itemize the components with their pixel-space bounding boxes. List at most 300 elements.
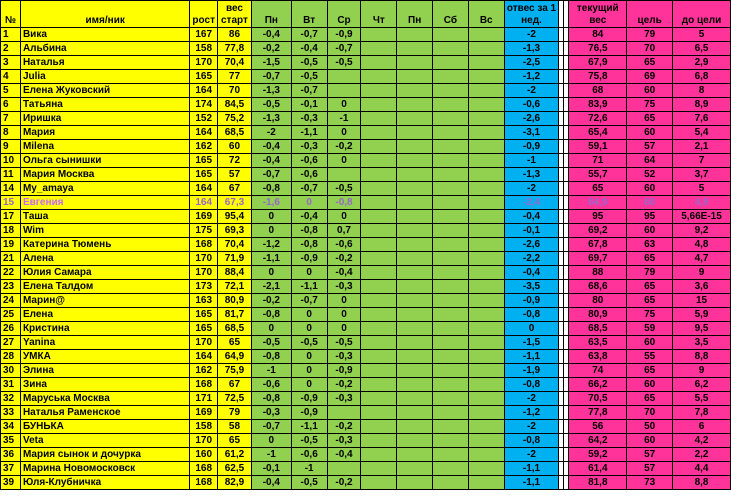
row-wed[interactable]: -0,5 <box>327 182 361 196</box>
row-fri[interactable] <box>397 434 433 448</box>
row-to-goal[interactable]: 7,6 <box>673 112 731 126</box>
row-name[interactable]: Марина Новомосковск <box>20 462 189 476</box>
row-start-weight[interactable]: 64,9 <box>217 350 251 364</box>
row-goal[interactable]: 79 <box>627 266 673 280</box>
row-name[interactable]: Наталья Раменское <box>20 406 189 420</box>
header-thu[interactable]: Чт <box>361 1 397 28</box>
row-sun[interactable] <box>468 322 504 336</box>
row-mon[interactable]: -1 <box>251 364 291 378</box>
row-name[interactable]: УМКА <box>20 350 189 364</box>
row-height[interactable]: 164 <box>190 126 218 140</box>
row-thu[interactable] <box>361 364 397 378</box>
row-mon[interactable]: -0,2 <box>251 294 291 308</box>
row-sat[interactable] <box>433 70 469 84</box>
row-goal[interactable]: 70 <box>627 42 673 56</box>
row-tue[interactable]: -0,9 <box>291 406 327 420</box>
row-tue[interactable]: -0,9 <box>291 252 327 266</box>
row-wed[interactable]: -0,3 <box>327 434 361 448</box>
row-mon[interactable]: -0,4 <box>251 154 291 168</box>
row-mon[interactable]: 0 <box>251 266 291 280</box>
row-thu[interactable] <box>361 210 397 224</box>
row-tue[interactable]: -1,1 <box>291 280 327 294</box>
row-sat[interactable] <box>433 224 469 238</box>
row-current-weight[interactable]: 68,5 <box>569 322 627 336</box>
row-current-weight[interactable]: 64,9 <box>569 196 627 210</box>
row-fri[interactable] <box>397 336 433 350</box>
row-weekly-loss[interactable]: -1,1 <box>504 350 559 364</box>
row-name[interactable]: Julia <box>20 70 189 84</box>
row-fri[interactable] <box>397 182 433 196</box>
row-thu[interactable] <box>361 378 397 392</box>
row-wed[interactable]: -0,4 <box>327 448 361 462</box>
row-current-weight[interactable]: 76,5 <box>569 42 627 56</box>
row-weekly-loss[interactable]: -0,9 <box>504 294 559 308</box>
row-wed[interactable]: -1 <box>327 112 361 126</box>
row-wed[interactable]: 0 <box>327 98 361 112</box>
header-wed[interactable]: Ср <box>327 1 361 28</box>
row-current-weight[interactable]: 66,2 <box>569 378 627 392</box>
row-sat[interactable] <box>433 196 469 210</box>
row-mon[interactable]: -2 <box>251 126 291 140</box>
row-fri[interactable] <box>397 112 433 126</box>
row-thu[interactable] <box>361 154 397 168</box>
row-start-weight[interactable]: 82,9 <box>217 476 251 490</box>
row-sun[interactable] <box>468 238 504 252</box>
row-weekly-loss[interactable]: -0,1 <box>504 224 559 238</box>
row-current-weight[interactable]: 88 <box>569 266 627 280</box>
row-start-weight[interactable]: 68,5 <box>217 322 251 336</box>
row-thu[interactable] <box>361 84 397 98</box>
row-weekly-loss[interactable]: -2 <box>504 28 559 42</box>
row-sun[interactable] <box>468 42 504 56</box>
row-goal[interactable]: 95 <box>627 210 673 224</box>
row-sat[interactable] <box>433 378 469 392</box>
row-weekly-loss[interactable]: -2 <box>504 448 559 462</box>
row-weekly-loss[interactable]: -1,3 <box>504 168 559 182</box>
row-height[interactable]: 170 <box>190 252 218 266</box>
row-start-weight[interactable]: 67,3 <box>217 196 251 210</box>
row-fri[interactable] <box>397 98 433 112</box>
row-sat[interactable] <box>433 462 469 476</box>
row-name[interactable]: Альбина <box>20 42 189 56</box>
row-to-goal[interactable]: 8,8 <box>673 350 731 364</box>
row-wed[interactable]: -0,5 <box>327 56 361 70</box>
row-start-weight[interactable]: 69,3 <box>217 224 251 238</box>
row-name[interactable]: Кристина <box>20 322 189 336</box>
row-sun[interactable] <box>468 210 504 224</box>
row-to-goal[interactable]: 4,4 <box>673 462 731 476</box>
row-sun[interactable] <box>468 112 504 126</box>
row-sun[interactable] <box>468 224 504 238</box>
row-wed[interactable] <box>327 84 361 98</box>
row-fri[interactable] <box>397 154 433 168</box>
row-goal[interactable]: 65 <box>627 392 673 406</box>
row-thu[interactable] <box>361 462 397 476</box>
row-to-goal[interactable]: 15 <box>673 294 731 308</box>
row-height[interactable]: 162 <box>190 364 218 378</box>
row-tue[interactable]: 0 <box>291 378 327 392</box>
row-number[interactable]: 6 <box>1 98 21 112</box>
row-sat[interactable] <box>433 238 469 252</box>
row-current-weight[interactable]: 77,8 <box>569 406 627 420</box>
header-sat[interactable]: Сб <box>433 1 469 28</box>
row-start-weight[interactable]: 70,4 <box>217 56 251 70</box>
row-start-weight[interactable]: 58 <box>217 420 251 434</box>
row-current-weight[interactable]: 95 <box>569 210 627 224</box>
row-name[interactable]: Елена <box>20 308 189 322</box>
row-to-goal[interactable]: 2,2 <box>673 448 731 462</box>
row-wed[interactable]: -0,5 <box>327 336 361 350</box>
row-wed[interactable]: -0,3 <box>327 350 361 364</box>
row-wed[interactable]: 0 <box>327 126 361 140</box>
row-sun[interactable] <box>468 392 504 406</box>
row-height[interactable]: 164 <box>190 84 218 98</box>
row-name[interactable]: Наталья <box>20 56 189 70</box>
row-sat[interactable] <box>433 308 469 322</box>
row-number[interactable]: 35 <box>1 434 21 448</box>
row-current-weight[interactable]: 56 <box>569 420 627 434</box>
row-wed[interactable]: 0 <box>327 308 361 322</box>
row-height[interactable]: 175 <box>190 224 218 238</box>
row-weekly-loss[interactable]: -2 <box>504 182 559 196</box>
row-sat[interactable] <box>433 294 469 308</box>
row-number[interactable]: 25 <box>1 308 21 322</box>
row-number[interactable]: 2 <box>1 42 21 56</box>
row-name[interactable]: Wim <box>20 224 189 238</box>
row-wed[interactable]: -0,9 <box>327 364 361 378</box>
row-start-weight[interactable]: 67 <box>217 182 251 196</box>
row-weekly-loss[interactable]: -2 <box>504 392 559 406</box>
row-mon[interactable]: -0,4 <box>251 476 291 490</box>
row-sat[interactable] <box>433 84 469 98</box>
row-number[interactable]: 10 <box>1 154 21 168</box>
row-fri[interactable] <box>397 378 433 392</box>
row-sat[interactable] <box>433 42 469 56</box>
row-number[interactable]: 4 <box>1 70 21 84</box>
row-to-goal[interactable]: 6,8 <box>673 70 731 84</box>
row-thu[interactable] <box>361 476 397 490</box>
row-mon[interactable]: -0,4 <box>251 28 291 42</box>
row-current-weight[interactable]: 74 <box>569 364 627 378</box>
row-current-weight[interactable]: 81,8 <box>569 476 627 490</box>
row-thu[interactable] <box>361 112 397 126</box>
row-to-goal[interactable]: 9 <box>673 364 731 378</box>
header-sun[interactable]: Вс <box>468 1 504 28</box>
row-mon[interactable]: -1,1 <box>251 252 291 266</box>
row-fri[interactable] <box>397 84 433 98</box>
row-weekly-loss[interactable]: -1,9 <box>504 364 559 378</box>
row-mon[interactable]: -0,7 <box>251 420 291 434</box>
header-current-weight[interactable]: текущий вес <box>569 1 627 28</box>
row-wed[interactable] <box>327 406 361 420</box>
row-mon[interactable]: -1,2 <box>251 238 291 252</box>
row-name[interactable]: Таша <box>20 210 189 224</box>
row-name[interactable]: Юля-Клубничка <box>20 476 189 490</box>
row-name[interactable]: Зина <box>20 378 189 392</box>
row-weekly-loss[interactable]: -1,2 <box>504 406 559 420</box>
row-thu[interactable] <box>361 182 397 196</box>
row-tue[interactable]: 0 <box>291 350 327 364</box>
row-height[interactable]: 164 <box>190 182 218 196</box>
row-to-goal[interactable]: 7 <box>673 154 731 168</box>
row-wed[interactable]: -0,3 <box>327 280 361 294</box>
row-wed[interactable] <box>327 168 361 182</box>
row-name[interactable]: Катерина Тюмень <box>20 238 189 252</box>
row-sun[interactable] <box>468 364 504 378</box>
row-to-goal[interactable]: 6,5 <box>673 42 731 56</box>
row-number[interactable]: 11 <box>1 168 21 182</box>
row-height[interactable]: 167 <box>190 28 218 42</box>
row-tue[interactable]: 0 <box>291 364 327 378</box>
row-to-goal[interactable]: 4,8 <box>673 238 731 252</box>
row-fri[interactable] <box>397 322 433 336</box>
header-height[interactable]: рост <box>190 1 218 28</box>
row-sun[interactable] <box>468 252 504 266</box>
row-wed[interactable]: -0,3 <box>327 392 361 406</box>
row-start-weight[interactable]: 72,1 <box>217 280 251 294</box>
row-tue[interactable]: -0,9 <box>291 392 327 406</box>
row-weekly-loss[interactable]: -0,9 <box>504 140 559 154</box>
row-weekly-loss[interactable]: 0 <box>504 322 559 336</box>
row-sat[interactable] <box>433 56 469 70</box>
row-current-weight[interactable]: 75,8 <box>569 70 627 84</box>
row-current-weight[interactable]: 65 <box>569 182 627 196</box>
row-height[interactable]: 162 <box>190 140 218 154</box>
row-height[interactable]: 169 <box>190 210 218 224</box>
row-number[interactable]: 21 <box>1 252 21 266</box>
row-thu[interactable] <box>361 448 397 462</box>
row-sun[interactable] <box>468 182 504 196</box>
row-weekly-loss[interactable]: -1 <box>504 154 559 168</box>
row-sun[interactable] <box>468 350 504 364</box>
header-tue[interactable]: Вт <box>291 1 327 28</box>
row-weekly-loss[interactable]: -1,5 <box>504 336 559 350</box>
row-sat[interactable] <box>433 476 469 490</box>
row-height[interactable]: 171 <box>190 392 218 406</box>
row-tue[interactable]: -0,5 <box>291 336 327 350</box>
row-sat[interactable] <box>433 448 469 462</box>
row-current-weight[interactable]: 69,7 <box>569 252 627 266</box>
row-to-goal[interactable]: 4,7 <box>673 252 731 266</box>
row-thu[interactable] <box>361 266 397 280</box>
row-start-weight[interactable]: 62,5 <box>217 462 251 476</box>
row-current-weight[interactable]: 59,2 <box>569 448 627 462</box>
header-start-weight[interactable]: вес старт <box>217 1 251 28</box>
row-sat[interactable] <box>433 322 469 336</box>
row-mon[interactable]: -0,8 <box>251 308 291 322</box>
row-to-goal[interactable]: 8,9 <box>673 98 731 112</box>
row-fri[interactable] <box>397 406 433 420</box>
row-sat[interactable] <box>433 420 469 434</box>
row-tue[interactable]: -0,5 <box>291 70 327 84</box>
row-goal[interactable]: 60 <box>627 196 673 210</box>
row-start-weight[interactable]: 67 <box>217 378 251 392</box>
row-tue[interactable]: -0,5 <box>291 476 327 490</box>
row-goal[interactable]: 55 <box>627 350 673 364</box>
row-fri[interactable] <box>397 448 433 462</box>
row-thu[interactable] <box>361 56 397 70</box>
row-height[interactable]: 170 <box>190 336 218 350</box>
row-wed[interactable]: -0,4 <box>327 266 361 280</box>
row-weekly-loss[interactable]: -2,6 <box>504 112 559 126</box>
row-weekly-loss[interactable]: -2,2 <box>504 252 559 266</box>
row-thu[interactable] <box>361 252 397 266</box>
row-height[interactable]: 165 <box>190 154 218 168</box>
row-goal[interactable]: 59 <box>627 322 673 336</box>
row-mon[interactable]: 0 <box>251 434 291 448</box>
row-name[interactable]: Иришка <box>20 112 189 126</box>
row-fri[interactable] <box>397 126 433 140</box>
row-to-goal[interactable]: 8 <box>673 84 731 98</box>
row-mon[interactable]: -0,8 <box>251 182 291 196</box>
row-tue[interactable]: -0,6 <box>291 448 327 462</box>
row-weekly-loss[interactable]: -0,4 <box>504 266 559 280</box>
row-number[interactable]: 34 <box>1 420 21 434</box>
row-thu[interactable] <box>361 406 397 420</box>
row-height[interactable]: 170 <box>190 266 218 280</box>
row-mon[interactable]: -0,1 <box>251 462 291 476</box>
row-fri[interactable] <box>397 308 433 322</box>
row-number[interactable]: 15 <box>1 196 21 210</box>
row-start-weight[interactable]: 72,5 <box>217 392 251 406</box>
row-goal[interactable]: 60 <box>627 84 673 98</box>
row-number[interactable]: 5 <box>1 84 21 98</box>
row-weekly-loss[interactable]: -2 <box>504 420 559 434</box>
row-height[interactable]: 165 <box>190 308 218 322</box>
row-height[interactable]: 163 <box>190 294 218 308</box>
row-sun[interactable] <box>468 280 504 294</box>
row-tue[interactable]: -0,6 <box>291 154 327 168</box>
row-to-goal[interactable]: 5 <box>673 182 731 196</box>
row-sun[interactable] <box>468 84 504 98</box>
row-number[interactable]: 28 <box>1 350 21 364</box>
row-height[interactable]: 168 <box>190 378 218 392</box>
row-mon[interactable]: -0,3 <box>251 406 291 420</box>
row-mon[interactable]: 0 <box>251 224 291 238</box>
row-height[interactable]: 152 <box>190 112 218 126</box>
row-name[interactable]: Юлия Самара <box>20 266 189 280</box>
row-sat[interactable] <box>433 392 469 406</box>
row-goal[interactable]: 57 <box>627 462 673 476</box>
row-tue[interactable]: -1,1 <box>291 126 327 140</box>
header-weekly-loss[interactable]: отвес за 1 нед. <box>504 1 559 28</box>
row-number[interactable]: 31 <box>1 378 21 392</box>
row-fri[interactable] <box>397 196 433 210</box>
row-to-goal[interactable]: 5,4 <box>673 126 731 140</box>
row-height[interactable]: 165 <box>190 70 218 84</box>
row-mon[interactable]: -0,7 <box>251 168 291 182</box>
row-to-goal[interactable]: 5,9 <box>673 308 731 322</box>
row-to-goal[interactable]: 5 <box>673 28 731 42</box>
row-weekly-loss[interactable]: -2,4 <box>504 196 559 210</box>
row-sun[interactable] <box>468 294 504 308</box>
row-goal[interactable]: 73 <box>627 476 673 490</box>
row-to-goal[interactable]: 5,66E-15 <box>673 210 731 224</box>
row-goal[interactable]: 79 <box>627 28 673 42</box>
row-weekly-loss[interactable]: -3,5 <box>504 280 559 294</box>
row-start-weight[interactable]: 77 <box>217 70 251 84</box>
row-sat[interactable] <box>433 350 469 364</box>
row-tue[interactable]: -0,5 <box>291 56 327 70</box>
row-mon[interactable]: -0,2 <box>251 42 291 56</box>
row-start-weight[interactable]: 75,9 <box>217 364 251 378</box>
row-sun[interactable] <box>468 448 504 462</box>
row-weekly-loss[interactable]: -0,6 <box>504 98 559 112</box>
row-fri[interactable] <box>397 168 433 182</box>
row-sat[interactable] <box>433 154 469 168</box>
row-name[interactable]: Алена <box>20 252 189 266</box>
row-mon[interactable]: -1,5 <box>251 56 291 70</box>
row-sat[interactable] <box>433 434 469 448</box>
row-name[interactable]: Маруська Москва <box>20 392 189 406</box>
row-fri[interactable] <box>397 462 433 476</box>
row-start-weight[interactable]: 86 <box>217 28 251 42</box>
row-goal[interactable]: 64 <box>627 154 673 168</box>
row-weekly-loss[interactable]: -0,8 <box>504 308 559 322</box>
row-wed[interactable]: -0,2 <box>327 420 361 434</box>
row-mon[interactable]: -2,1 <box>251 280 291 294</box>
row-height[interactable]: 168 <box>190 476 218 490</box>
row-thu[interactable] <box>361 126 397 140</box>
row-goal[interactable]: 60 <box>627 336 673 350</box>
row-number[interactable]: 27 <box>1 336 21 350</box>
row-sat[interactable] <box>433 252 469 266</box>
row-sun[interactable] <box>468 140 504 154</box>
row-sun[interactable] <box>468 126 504 140</box>
row-goal[interactable]: 63 <box>627 238 673 252</box>
row-wed[interactable]: 0 <box>327 210 361 224</box>
row-start-weight[interactable]: 70,4 <box>217 238 251 252</box>
row-name[interactable]: Yanina <box>20 336 189 350</box>
row-fri[interactable] <box>397 280 433 294</box>
row-tue[interactable]: -0,3 <box>291 112 327 126</box>
row-wed[interactable]: -0,2 <box>327 476 361 490</box>
row-start-weight[interactable]: 84,5 <box>217 98 251 112</box>
row-current-weight[interactable]: 65,4 <box>569 126 627 140</box>
row-number[interactable]: 8 <box>1 126 21 140</box>
row-start-weight[interactable]: 81,7 <box>217 308 251 322</box>
row-wed[interactable]: -0,8 <box>327 196 361 210</box>
row-to-goal[interactable]: 2,9 <box>673 56 731 70</box>
row-wed[interactable]: -0,2 <box>327 252 361 266</box>
row-height[interactable]: 170 <box>190 434 218 448</box>
row-weekly-loss[interactable]: -1,1 <box>504 462 559 476</box>
row-goal[interactable]: 52 <box>627 168 673 182</box>
row-name[interactable]: Мария Москва <box>20 168 189 182</box>
row-goal[interactable]: 70 <box>627 406 673 420</box>
row-thu[interactable] <box>361 336 397 350</box>
row-wed[interactable]: -0,2 <box>327 140 361 154</box>
row-mon[interactable]: 0 <box>251 322 291 336</box>
row-current-weight[interactable]: 80,9 <box>569 308 627 322</box>
row-goal[interactable]: 69 <box>627 70 673 84</box>
row-height[interactable]: 170 <box>190 56 218 70</box>
row-name[interactable]: Елена Талдом <box>20 280 189 294</box>
row-sat[interactable] <box>433 168 469 182</box>
row-thu[interactable] <box>361 42 397 56</box>
row-thu[interactable] <box>361 70 397 84</box>
row-to-goal[interactable]: 3,5 <box>673 336 731 350</box>
row-sat[interactable] <box>433 266 469 280</box>
row-to-goal[interactable]: 3,7 <box>673 168 731 182</box>
row-sun[interactable] <box>468 56 504 70</box>
row-sat[interactable] <box>433 280 469 294</box>
row-thu[interactable] <box>361 196 397 210</box>
row-fri[interactable] <box>397 294 433 308</box>
row-number[interactable]: 17 <box>1 210 21 224</box>
row-to-goal[interactable]: 9,5 <box>673 322 731 336</box>
row-mon[interactable]: -0,7 <box>251 70 291 84</box>
